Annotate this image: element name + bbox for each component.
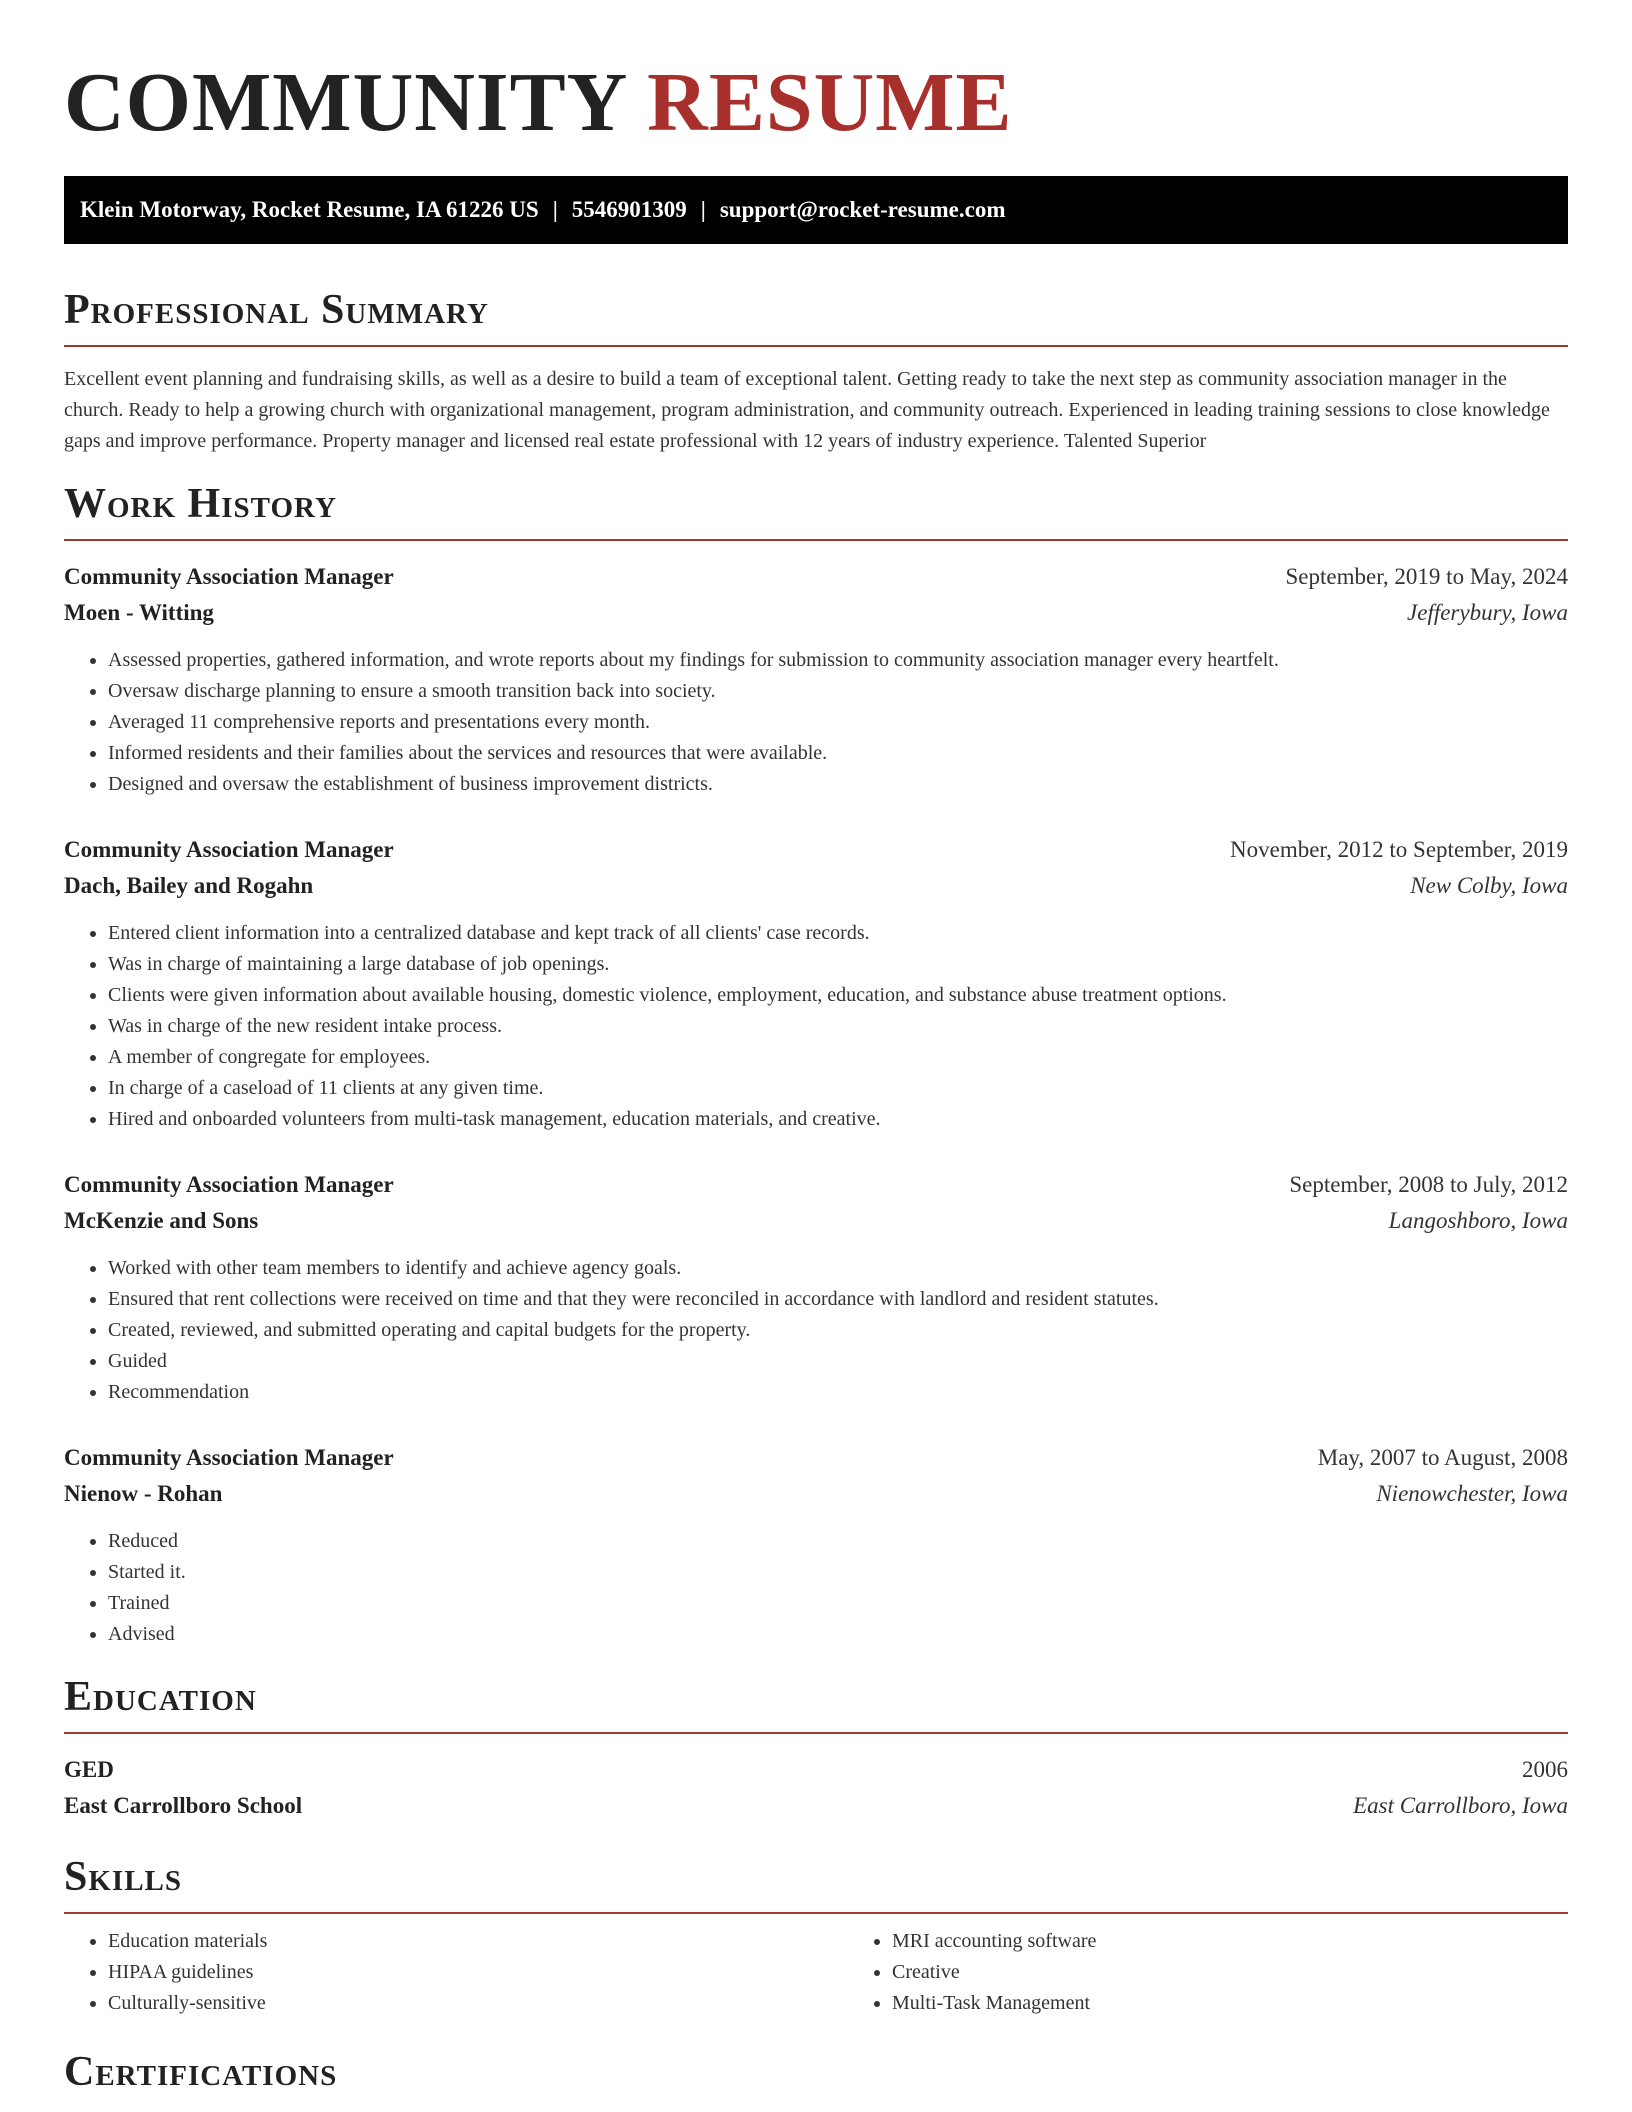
resume-name: [64, 0, 1568, 176]
job-entry: [64, 832, 1568, 1135]
name-last: RESUME: [647, 56, 1013, 149]
job-bullets: [64, 1526, 1568, 1650]
list-item: • Trained: [108, 1588, 1568, 1619]
contact-email: support@rocket-resume.com: [719, 197, 1006, 222]
job-location: Jefferybury, Iowa: [1407, 600, 1568, 625]
education-year: 2006: [1522, 1757, 1568, 1782]
job-entry: [64, 1167, 1568, 1408]
list-item: • Designed and oversaw the establishment of business improvement districts.: [108, 769, 1568, 800]
work-history-section: [64, 479, 1568, 1650]
education-degree: GED: [64, 1757, 114, 1782]
list-item: • Advised: [108, 1619, 1568, 1650]
section-divider: [64, 1912, 1568, 1914]
education-title: Education: [64, 1674, 257, 1720]
contact-phone: 5546901309: [571, 197, 687, 222]
job-location: New Colby, Iowa: [1410, 873, 1568, 898]
list-item: • Was in charge of maintaining a large database of job openings.: [108, 949, 1568, 980]
list-item: • Informed residents and their families about the services and resources that were available.: [108, 738, 1568, 769]
skills-section: [64, 1852, 1568, 2019]
work-history-title: Work History: [64, 481, 337, 527]
list-item: • Hired and onboarded volunteers from multi-task management, education materials, and creative.: [108, 1104, 1568, 1135]
job-company: Nienow - Rohan: [64, 1481, 223, 1506]
certifications-section: [64, 2047, 1568, 2097]
skill-item: • Multi-Task Management: [892, 1988, 1632, 2019]
job-dates: September, 2008 to July, 2012: [1289, 1172, 1568, 1197]
name-first: COMMUNITY: [64, 56, 626, 149]
list-item: • Created, reviewed, and submitted operating and capital budgets for the property.: [108, 1315, 1568, 1346]
skill-item: • Culturally-sensitive: [108, 1988, 848, 2019]
job-dates: May, 2007 to August, 2008: [1317, 1445, 1568, 1470]
section-divider: [64, 1732, 1568, 1734]
list-item: • Oversaw discharge planning to ensure a smooth transition back into society.: [108, 676, 1568, 707]
summary-title: Professional Summary: [64, 287, 489, 333]
summary-text: Excellent event planning and fundraising skills, as well as a desire to build a team of exceptional talent. Getting ready to take the next step as community association manager in the church. Ready to help a growing church with organizational management, program administration, and community outreach. Experienced in leading training sessions to close knowledge gaps and improve performance. Property manager and licensed real estate professional with 12 years of industry experience. Talented Superior: [64, 368, 1550, 452]
education-entry: [64, 1752, 1568, 1824]
skills-list-left: [64, 1926, 848, 2019]
education-school: East Carrollboro School: [64, 1793, 303, 1818]
list-item: • Ensured that rent collections were received on time and that they were reconciled in accordance with landlord and resident statutes.: [108, 1284, 1568, 1315]
list-item: • In charge of a caseload of 11 clients at any given time.: [108, 1073, 1568, 1104]
section-divider: [64, 345, 1568, 347]
skills-grid: [64, 1926, 1568, 2019]
list-item: • A member of congregate for employees.: [108, 1042, 1568, 1073]
job-location: Langoshboro, Iowa: [1388, 1208, 1568, 1233]
skill-item: • Creative: [892, 1957, 1632, 1988]
list-item: • Started it.: [108, 1557, 1568, 1588]
list-item: • Was in charge of the new resident intake process.: [108, 1011, 1568, 1042]
job-bullets: [64, 918, 1568, 1135]
list-item: • Worked with other team members to identify and achieve agency goals.: [108, 1253, 1568, 1284]
job-company: Moen - Witting: [64, 600, 214, 625]
list-item: • Averaged 11 comprehensive reports and presentations every month.: [108, 707, 1568, 738]
contact-separator: |: [700, 197, 706, 222]
job-entry: [64, 559, 1568, 800]
job-dates: November, 2012 to September, 2019: [1230, 837, 1568, 862]
job-company: McKenzie and Sons: [64, 1208, 259, 1233]
job-title: Community Association Manager: [64, 564, 394, 589]
job-dates: September, 2019 to May, 2024: [1285, 564, 1568, 589]
job-bullets: [64, 645, 1568, 800]
job-bullets: [64, 1253, 1568, 1408]
section-divider: [64, 539, 1568, 541]
skill-item: • Education materials: [108, 1926, 848, 1957]
list-item: • Recommendation: [108, 1377, 1568, 1408]
job-location: Nienowchester, Iowa: [1376, 1481, 1568, 1506]
contact-separator: |: [552, 197, 558, 222]
list-item: • Assessed properties, gathered information, and wrote reports about my findings for submission to community association manager every heartfelt.: [108, 645, 1568, 676]
list-item: • Reduced: [108, 1526, 1568, 1557]
skills-list-right: [848, 1926, 1632, 2019]
list-item: • Clients were given information about available housing, domestic violence, employment, education, and substance abuse treatment options.: [108, 980, 1568, 1011]
certifications-title: Certifications: [64, 2049, 338, 2095]
list-item: • Guided: [108, 1346, 1568, 1377]
job-title: Community Association Manager: [64, 1172, 394, 1197]
job-title: Community Association Manager: [64, 837, 394, 862]
list-item: • Entered client information into a centralized database and kept track of all clients' case records.: [108, 918, 1568, 949]
summary-section: [64, 285, 1568, 457]
education-location: East Carrollboro, Iowa: [1353, 1793, 1568, 1818]
job-company: Dach, Bailey and Rogahn: [64, 873, 314, 898]
contact-address: Klein Motorway, Rocket Resume, IA 61226 US: [80, 197, 539, 222]
skill-item: • HIPAA guidelines: [108, 1957, 848, 1988]
skills-title: Skills: [64, 1854, 183, 1900]
education-section: [64, 1672, 1568, 1824]
skill-item: • MRI accounting software: [892, 1926, 1632, 1957]
contact-bar: [64, 176, 1568, 244]
job-title: Community Association Manager: [64, 1445, 394, 1470]
job-entry: [64, 1440, 1568, 1650]
